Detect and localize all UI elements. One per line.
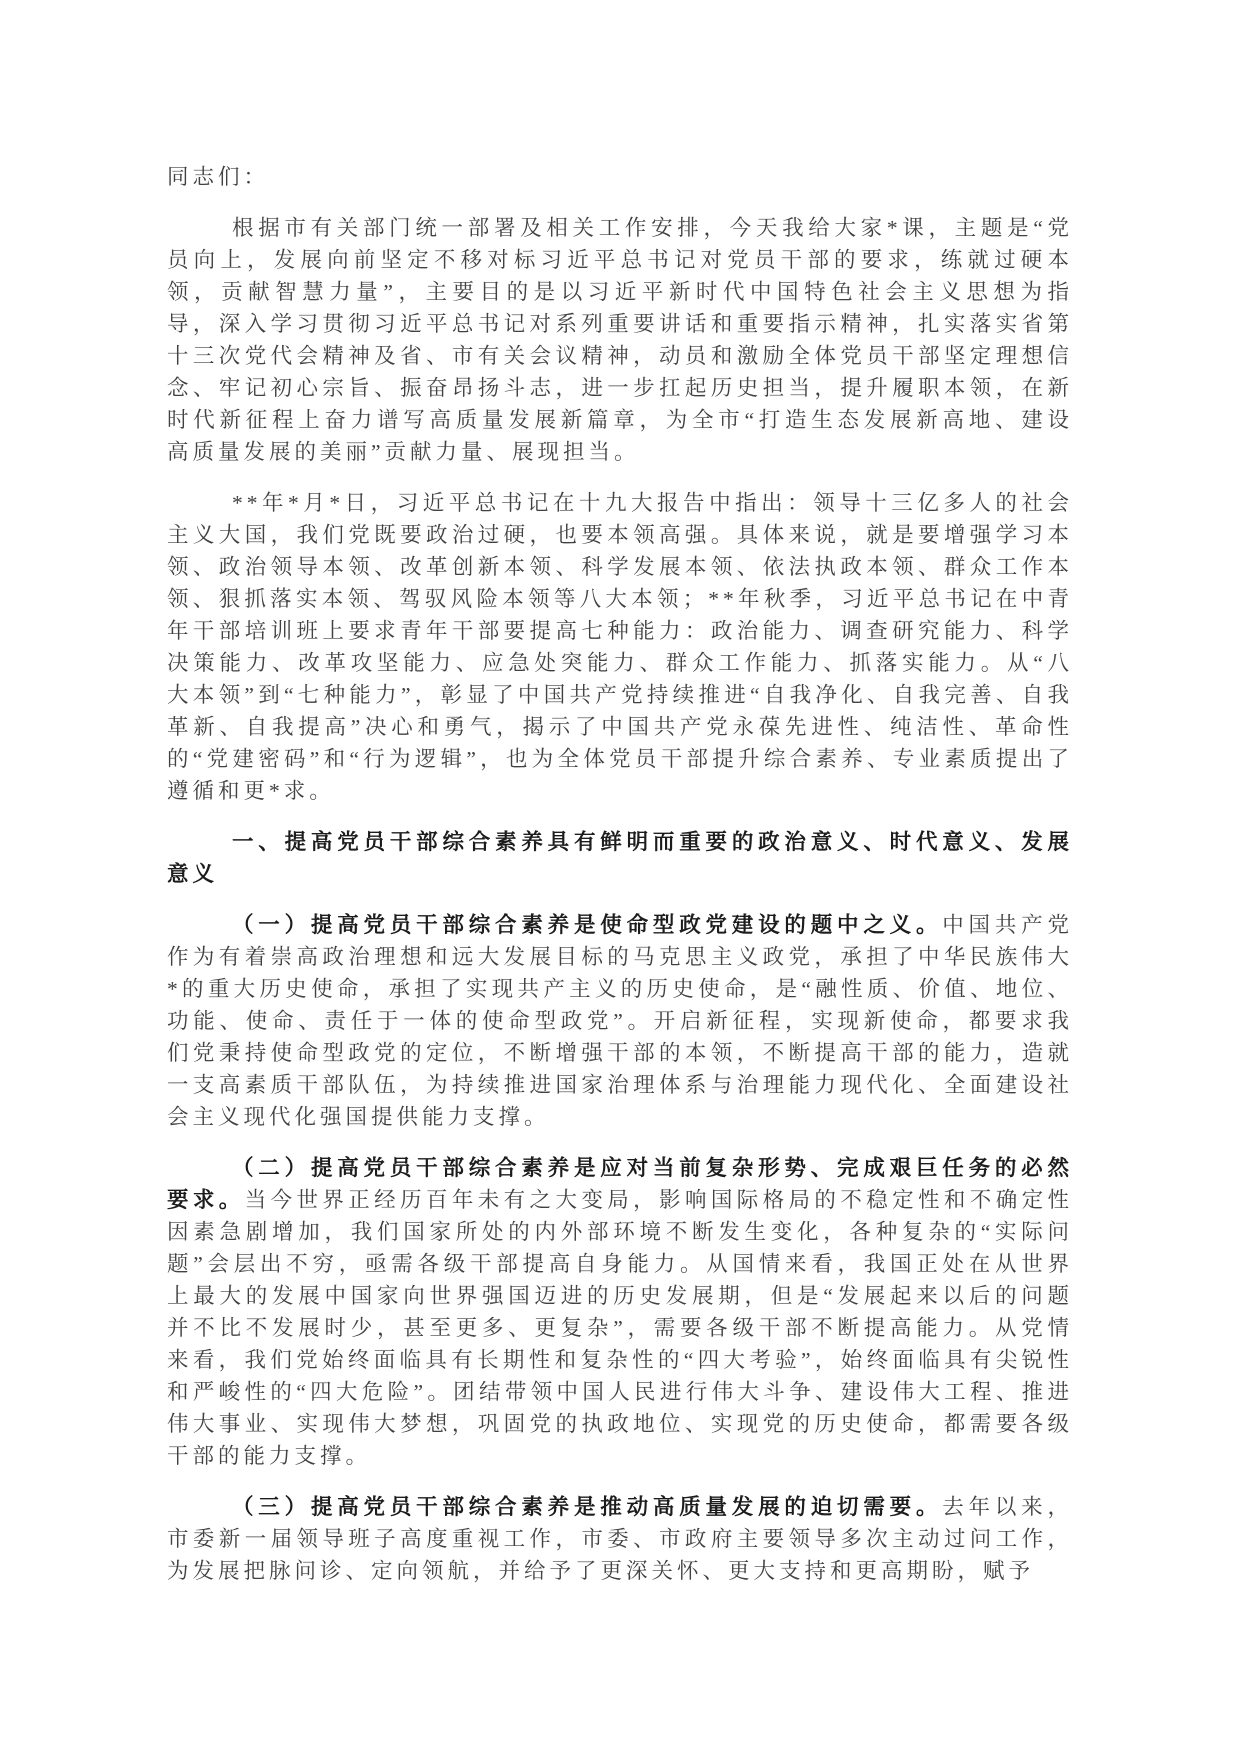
section-heading-1 — [167, 826, 1073, 890]
text-run: 当今世界正经历百年未有之大变局，影响国际格局的不稳定性和不确定性因素急剧增加，我们国家所处的内外部环境不断发生变化，各种复杂的“实际问题”会层出不穷，亟需各级干部提高自身能力。从国情来看，我国正处在从世界上最大的发展中国家向世界强国迈进的历史发展期，但是“发展起来以后的问题并不比不发展时少，甚至更多、更复杂”，需要各级干部不断提高能力。从党情来看，我们党始终面临具有长期性和复杂性的“四大考验”，始终面临具有尖锐性和严峻性的“四大危险”。团结带领中国人民进行伟大斗争、建设伟大工程、推进伟大事业、实现伟大梦想，巩固党的执政地位、实现党的历史使命，都需要各级干部的能力支撑。 — [167, 1188, 1073, 1468]
document-body — [167, 161, 1073, 1587]
paragraph-point-2 — [167, 1152, 1073, 1472]
salutation — [167, 161, 1073, 193]
paragraph-intro — [167, 212, 1073, 468]
text-run: （二）提高党员干部综合素养是应对当前复杂形势、完成艰巨任务的必然要求。 — [167, 1156, 1073, 1212]
text-run: 中国共产党作为有着崇高政治理想和远大发展目标的马克思主义政党，承担了中华民族伟大*的重大历史使命，承担了实现共产主义的历史使命，是“融性质、价值、地位、功能、使命、责任于一体的使命型政党”。开启新征程，实现新使命，都要求我们党秉持使命型政党的定位，不断增强干部的本领，不断提高干部的能力，造就一支高素质干部队伍，为持续推进国家治理体系与治理能力现代化、全面建设社会主义现代化强国提供能力支撑。 — [167, 913, 1073, 1129]
text-run: （一）提高党员干部综合素养是使命型政党建设的题中之义。 — [232, 913, 943, 937]
text-run: （三）提高党员干部综合素养是推动高质量发展的迫切需要。 — [232, 1495, 943, 1519]
text-run: **年*月*日，习近平总书记在十九大报告中指出：领导十三亿多人的社会主义大国，我们党既要政治过硬，也要本领高强。具体来说，就是要增强学习本领、政治领导本领、改革创新本领、科学发展本领、依法执政本领、群众工作本领、狠抓落实本领、驾驭风险本领等八大本领；**年秋季，习近平总书记在中青年干部培训班上要求青年干部要提高七种能力：政治能力、调查研究能力、科学决策能力、改革攻坚能力、应急处突能力、群众工作能力、抓落实能力。从“八大本领”到“七种能力”，彰显了中国共产党持续推进“自我净化、自我完善、自我革新、自我提高”决心和勇气，揭示了中国共产党永葆先进性、纯洁性、革命性的“党建密码”和“行为逻辑”，也为全体党员干部提升综合素养、专业素质提出了遵循和更*求。 — [167, 491, 1073, 803]
paragraph-quotation — [167, 487, 1073, 807]
text-run: 同志们： — [167, 165, 270, 189]
paragraph-point-1 — [167, 909, 1073, 1133]
text-run: 根据市有关部门统一部署及相关工作安排，今天我给大家*课，主题是“党员向上，发展向前坚定不移对标习近平总书记对党员干部的要求，练就过硬本领，贡献智慧力量”，主要目的是以习近平新时代中国特色社会主义思想为指导，深入学习贯彻习近平总书记对系列重要讲话和重要指示精神，扎实落实省第十三次党代会精神及省、市有关会议精神，动员和激励全体党员干部坚定理想信念、牢记初心宗旨、振奋昂扬斗志，进一步扛起历史担当，提升履职本领，在新时代新征程上奋力谱写高质量发展新篇章，为全市“打造生态发展新高地、建设高质量发展的美丽”贡献力量、展现担当。 — [167, 216, 1073, 464]
text-run: 去年以来，市委新一届领导班子高度重视工作，市委、市政府主要领导多次主动过问工作，为发展把脉问诊、定向领航，并给予了更深关怀、更大支持和更高期盼，赋予 — [167, 1495, 1073, 1583]
paragraph-point-3 — [167, 1491, 1073, 1587]
text-run: 一、提高党员干部综合素养具有鲜明而重要的政治意义、时代意义、发展意义 — [167, 830, 1073, 886]
